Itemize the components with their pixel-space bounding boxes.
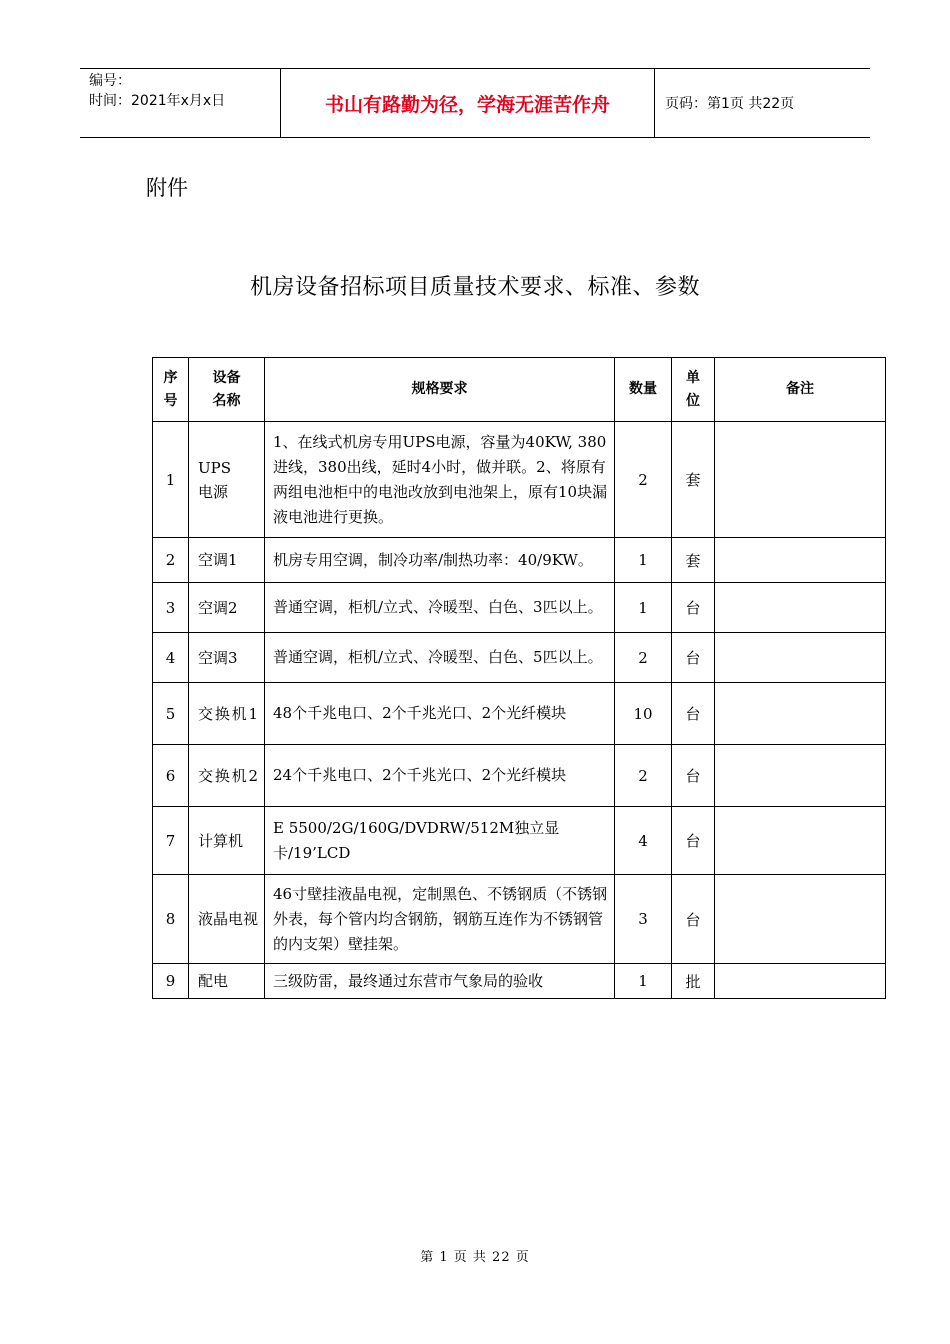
cell-spec: 普通空调，柜机/立式、冷暖型、白色、3匹以上。 [265, 583, 615, 633]
cell-remark [715, 745, 886, 807]
header-unit: 单位 [672, 358, 715, 422]
cell-qty: 2 [615, 422, 672, 538]
cell-remark [715, 422, 886, 538]
cell-spec: 48个千兆电口、2个千兆光口、2个光纤模块 [265, 683, 615, 745]
cell-qty: 3 [615, 875, 672, 964]
page-footer: 第 1 页 共 22 页 [420, 1250, 530, 1265]
cell-no: 9 [153, 964, 189, 999]
table-row [153, 964, 886, 999]
header-meta [80, 69, 281, 137]
header-name: 设备名称 [189, 358, 265, 422]
cell-unit: 台 [672, 745, 715, 807]
cell-qty: 2 [615, 745, 672, 807]
cell-name: 空调2 [189, 583, 265, 633]
cell-name: UPS电源 [189, 422, 265, 538]
cell-unit: 台 [672, 683, 715, 745]
cell-remark [715, 964, 886, 999]
cell-spec: 24个千兆电口、2个千兆光口、2个光纤模块 [265, 745, 615, 807]
cell-name: 交换机1 [189, 683, 265, 745]
table-row [153, 745, 886, 807]
requirements-table [152, 357, 886, 999]
cell-qty: 4 [615, 807, 672, 875]
cell-no: 5 [153, 683, 189, 745]
header-remark: 备注 [715, 358, 886, 422]
cell-qty: 10 [615, 683, 672, 745]
cell-unit: 批 [672, 964, 715, 999]
cell-qty: 1 [615, 583, 672, 633]
document-title: 机房设备招标项目质量技术要求、标准、参数 [249, 275, 700, 300]
header-qty: 数量 [615, 358, 672, 422]
cell-qty: 1 [615, 538, 672, 583]
cell-spec: 普通空调，柜机/立式、冷暖型、白色、5匹以上。 [265, 633, 615, 683]
cell-name: 配电 [189, 964, 265, 999]
cell-no: 4 [153, 633, 189, 683]
table-header-row [153, 358, 886, 422]
cell-remark [715, 633, 886, 683]
attachment-label: 附件 [146, 176, 188, 200]
page-header [80, 68, 870, 138]
cell-spec: 1、在线式机房专用UPS电源，容量为40KW, 380进线，380出线，延时4小时，做并联。2、将原有两组电池柜中的电池改放到电池架上，原有10块漏液电池进行更换。 [265, 422, 615, 538]
cell-name: 空调1 [189, 538, 265, 583]
cell-unit: 台 [672, 807, 715, 875]
cell-spec: 三级防雷，最终通过东营市气象局的验收 [265, 964, 615, 999]
cell-no: 3 [153, 583, 189, 633]
table-row [153, 583, 886, 633]
cell-unit: 台 [672, 875, 715, 964]
table-row [153, 538, 886, 583]
cell-qty: 2 [615, 633, 672, 683]
table-row [153, 807, 886, 875]
table-row [153, 633, 886, 683]
table-row [153, 422, 886, 538]
header-no: 序号 [153, 358, 189, 422]
cell-name: 液晶电视 [189, 875, 265, 964]
cell-remark [715, 683, 886, 745]
cell-no: 2 [153, 538, 189, 583]
cell-name: 交换机2 [189, 745, 265, 807]
date-line: 时间：2021年x月x日 [89, 93, 226, 109]
header-page-info: 页码：第1页 共22页 [665, 96, 795, 112]
cell-unit: 套 [672, 422, 715, 538]
cell-unit: 台 [672, 583, 715, 633]
cell-name: 计算机 [189, 807, 265, 875]
cell-remark [715, 583, 886, 633]
cell-remark [715, 807, 886, 875]
cell-spec: 机房专用空调，制冷功率/制热功率：40/9KW。 [265, 538, 615, 583]
table-row [153, 683, 886, 745]
cell-no: 1 [153, 422, 189, 538]
cell-no: 7 [153, 807, 189, 875]
cell-name: 空调3 [189, 633, 265, 683]
cell-unit: 台 [672, 633, 715, 683]
cell-remark [715, 538, 886, 583]
cell-remark [715, 875, 886, 964]
cell-spec: 46寸壁挂液晶电视，定制黑色、不锈钢质（不锈钢外表，每个管内均含钢筋，钢筋互连作为不锈钢管的内支架）壁挂架。 [265, 875, 615, 964]
table-row [153, 875, 886, 964]
header-motto: 书山有路勤为径，学海无涯苦作舟 [281, 69, 655, 137]
cell-qty: 1 [615, 964, 672, 999]
cell-no: 8 [153, 875, 189, 964]
cell-unit: 套 [672, 538, 715, 583]
header-spec: 规格要求 [265, 358, 615, 422]
serial-label: 编号： [89, 73, 131, 89]
cell-spec: E 5500/2G/160G/DVDRW/512M独立显卡/19’LCD [265, 807, 615, 875]
cell-no: 6 [153, 745, 189, 807]
